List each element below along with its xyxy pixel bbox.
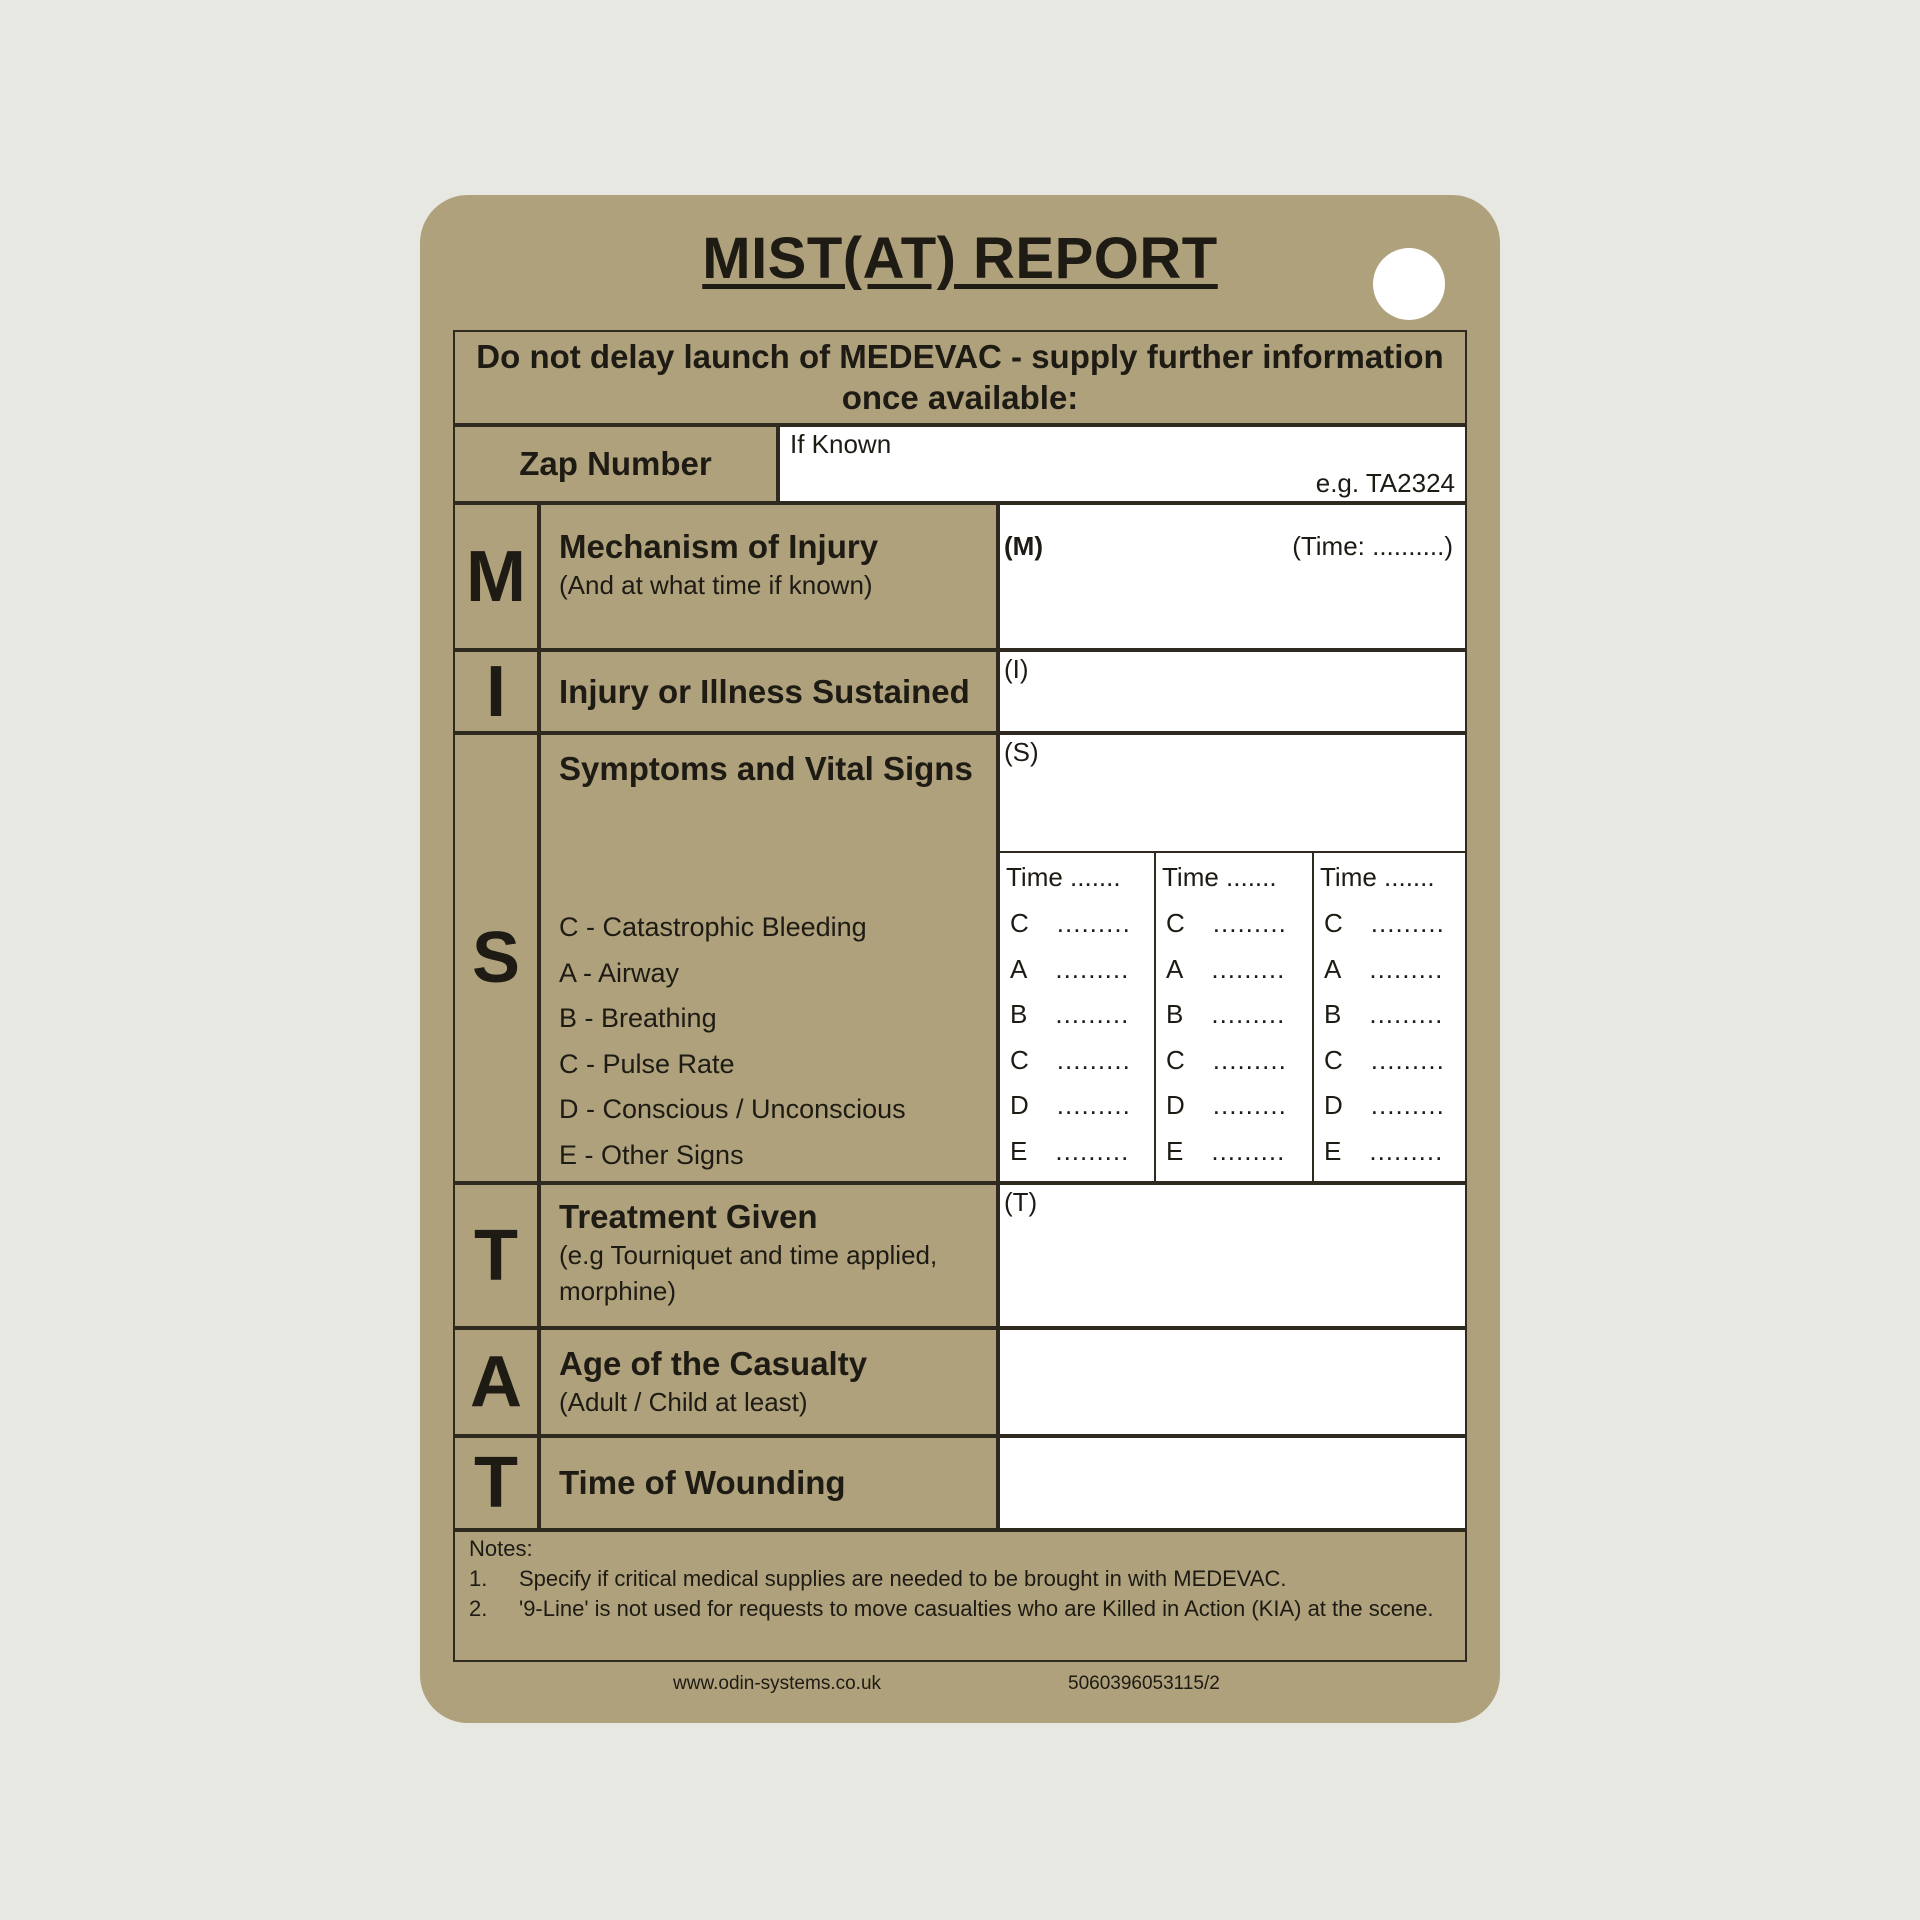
note-number: 1. <box>469 1566 488 1591</box>
vitals-dots: ......... <box>1055 953 1130 984</box>
vitals-row <box>1000 1083 1154 1129</box>
mechanism-time-hint: (Time: ..........) <box>1292 531 1453 561</box>
vitals-row <box>1156 901 1312 947</box>
symptoms-code: (S) <box>1004 737 1039 767</box>
vitals-letter: A <box>1010 953 1028 984</box>
vitals-row <box>1000 1129 1154 1175</box>
mechanism-field[interactable] <box>998 503 1467 650</box>
vitals-letter: A <box>1324 953 1342 984</box>
vitals-column-1[interactable] <box>1000 853 1156 1181</box>
abc-item: A - Airway <box>559 957 680 988</box>
vitals-row <box>1314 1038 1465 1084</box>
letter-a: A <box>453 1328 539 1436</box>
abc-item: B - Breathing <box>559 1003 717 1033</box>
wounding-field[interactable] <box>998 1436 1467 1530</box>
mechanism-title: Mechanism of Injury <box>559 528 879 565</box>
mist-report-card <box>420 195 1500 1723</box>
wounding-title: Time of Wounding <box>559 1464 846 1501</box>
vitals-row <box>1314 992 1465 1038</box>
vitals-dots: ......... <box>1055 999 1130 1029</box>
injury-field[interactable] <box>998 650 1467 733</box>
vitals-dots: ......... <box>1369 1135 1444 1166</box>
mechanism-label <box>539 503 998 650</box>
vitals-time-header: Time ....... <box>1006 862 1121 892</box>
vitals-letter: D <box>1166 1090 1185 1120</box>
abc-item: E - Other Signs <box>559 1139 744 1170</box>
vitals-row <box>1314 947 1465 993</box>
vitals-letter: E <box>1324 1135 1342 1166</box>
vitals-dots: ......... <box>1370 1044 1445 1075</box>
vitals-dots: ......... <box>1056 1044 1131 1075</box>
vitals-dots: ......... <box>1211 999 1286 1029</box>
vitals-time-header: Time ....... <box>1320 862 1435 892</box>
zap-hint-if-known: If Known <box>790 429 892 459</box>
vitals-letter: C <box>1010 908 1029 938</box>
age-title: Age of the Casualty <box>559 1345 868 1382</box>
vitals-dots: ......... <box>1212 1090 1287 1120</box>
vitals-letter: C <box>1166 908 1185 938</box>
vitals-dots: ......... <box>1369 999 1444 1029</box>
symptoms-field[interactable] <box>998 733 1467 853</box>
vitals-row <box>1000 1038 1154 1084</box>
notes-box <box>453 1530 1467 1662</box>
letter-i: I <box>453 650 539 733</box>
note-text: '9-Line' is not used for requests to move casualties who are Killed in Action (KIA) at the scene. <box>519 1596 1434 1621</box>
vitals-row <box>1314 1083 1465 1129</box>
abc-item: D - Conscious / Unconscious <box>559 1094 906 1124</box>
medevac-banner: Do not delay launch of MEDEVAC - supply further information once available: <box>453 330 1467 425</box>
zap-number-label: Zap Number <box>453 425 778 503</box>
mechanism-code: (M) <box>1004 531 1043 561</box>
vitals-letter: E <box>1010 1135 1028 1166</box>
card-title: MIST(AT) REPORT <box>702 226 1218 291</box>
note-item <box>469 1594 1451 1624</box>
abcde-list <box>559 905 906 1178</box>
vitals-letter: B <box>1166 999 1184 1029</box>
treatment-subtitle: (e.g Tourniquet and time applied, <box>559 1240 938 1270</box>
vitals-row <box>1314 901 1465 947</box>
vitals-column-2[interactable] <box>1156 853 1314 1181</box>
vitals-dots: ......... <box>1056 908 1131 938</box>
letter-t: T <box>453 1183 539 1328</box>
footer-product-code: 5060396053115/2 <box>1068 1673 1220 1694</box>
note-text: Specify if critical medical supplies are needed to be brought in with MEDEVAC. <box>519 1566 1287 1591</box>
vitals-dots: ......... <box>1212 1044 1287 1075</box>
vitals-row <box>1000 901 1154 947</box>
injury-label <box>539 650 998 733</box>
vitals-letter: A <box>1166 953 1184 984</box>
vitals-row <box>1314 1129 1465 1175</box>
abc-item: C - Catastrophic Bleeding <box>559 912 867 942</box>
vitals-grid <box>998 851 1467 1183</box>
symptoms-label <box>539 733 998 1183</box>
vitals-row <box>1156 1038 1312 1084</box>
vitals-dots: ......... <box>1370 908 1445 938</box>
letter-m: M <box>453 503 539 650</box>
vitals-dots: ......... <box>1055 1135 1130 1166</box>
wounding-label <box>539 1436 998 1530</box>
vitals-row <box>1156 992 1312 1038</box>
letter-s: S <box>453 733 539 1183</box>
zap-number-field[interactable] <box>778 425 1467 503</box>
mechanism-subtitle: (And at what time if known) <box>559 570 873 600</box>
injury-title: Injury or Illness Sustained <box>559 672 970 710</box>
vitals-letter: D <box>1324 1090 1343 1120</box>
vitals-dots: ......... <box>1211 953 1286 984</box>
footer-website: www.odin-systems.co.uk <box>673 1673 882 1694</box>
vitals-dots: ......... <box>1370 1090 1445 1120</box>
vitals-letter: B <box>1010 999 1028 1029</box>
vitals-letter: C <box>1166 1044 1185 1075</box>
note-item <box>469 1564 1451 1594</box>
note-number: 2. <box>469 1596 488 1621</box>
vitals-dots: ......... <box>1056 1090 1131 1120</box>
zap-hint-example: e.g. TA2324 <box>1315 468 1455 498</box>
treatment-code: (T) <box>1004 1187 1038 1217</box>
vitals-letter: D <box>1010 1090 1029 1120</box>
vitals-letter: C <box>1324 1044 1343 1075</box>
vitals-column-3[interactable] <box>1314 853 1465 1181</box>
abc-item: C - Pulse Rate <box>559 1048 735 1079</box>
vitals-row <box>1156 947 1312 993</box>
vitals-time-header: Time ....... <box>1162 862 1277 892</box>
vitals-letter: E <box>1166 1135 1184 1166</box>
treatment-label <box>539 1183 998 1328</box>
treatment-subtitle-cont: morphine) <box>559 1276 677 1306</box>
age-subtitle: (Adult / Child at least) <box>559 1387 808 1417</box>
vitals-row <box>1000 947 1154 993</box>
vitals-dots: ......... <box>1212 908 1287 938</box>
injury-code: (I) <box>1004 654 1029 684</box>
treatment-field[interactable] <box>998 1183 1467 1328</box>
vitals-letter: C <box>1324 908 1343 938</box>
vitals-row <box>1156 1083 1312 1129</box>
letter-t-wounding: T <box>453 1436 539 1530</box>
treatment-title: Treatment Given <box>559 1198 818 1235</box>
age-field[interactable] <box>998 1328 1467 1436</box>
vitals-row <box>1156 1129 1312 1175</box>
vitals-letter: C <box>1010 1044 1029 1075</box>
symptoms-title: Symptoms and Vital Signs <box>559 750 973 787</box>
vitals-row <box>1000 992 1154 1038</box>
notes-heading: Notes: <box>469 1536 533 1561</box>
vitals-letter: B <box>1324 999 1342 1029</box>
vitals-dots: ......... <box>1369 953 1444 984</box>
vitals-dots: ......... <box>1211 1135 1286 1166</box>
age-label <box>539 1328 998 1436</box>
